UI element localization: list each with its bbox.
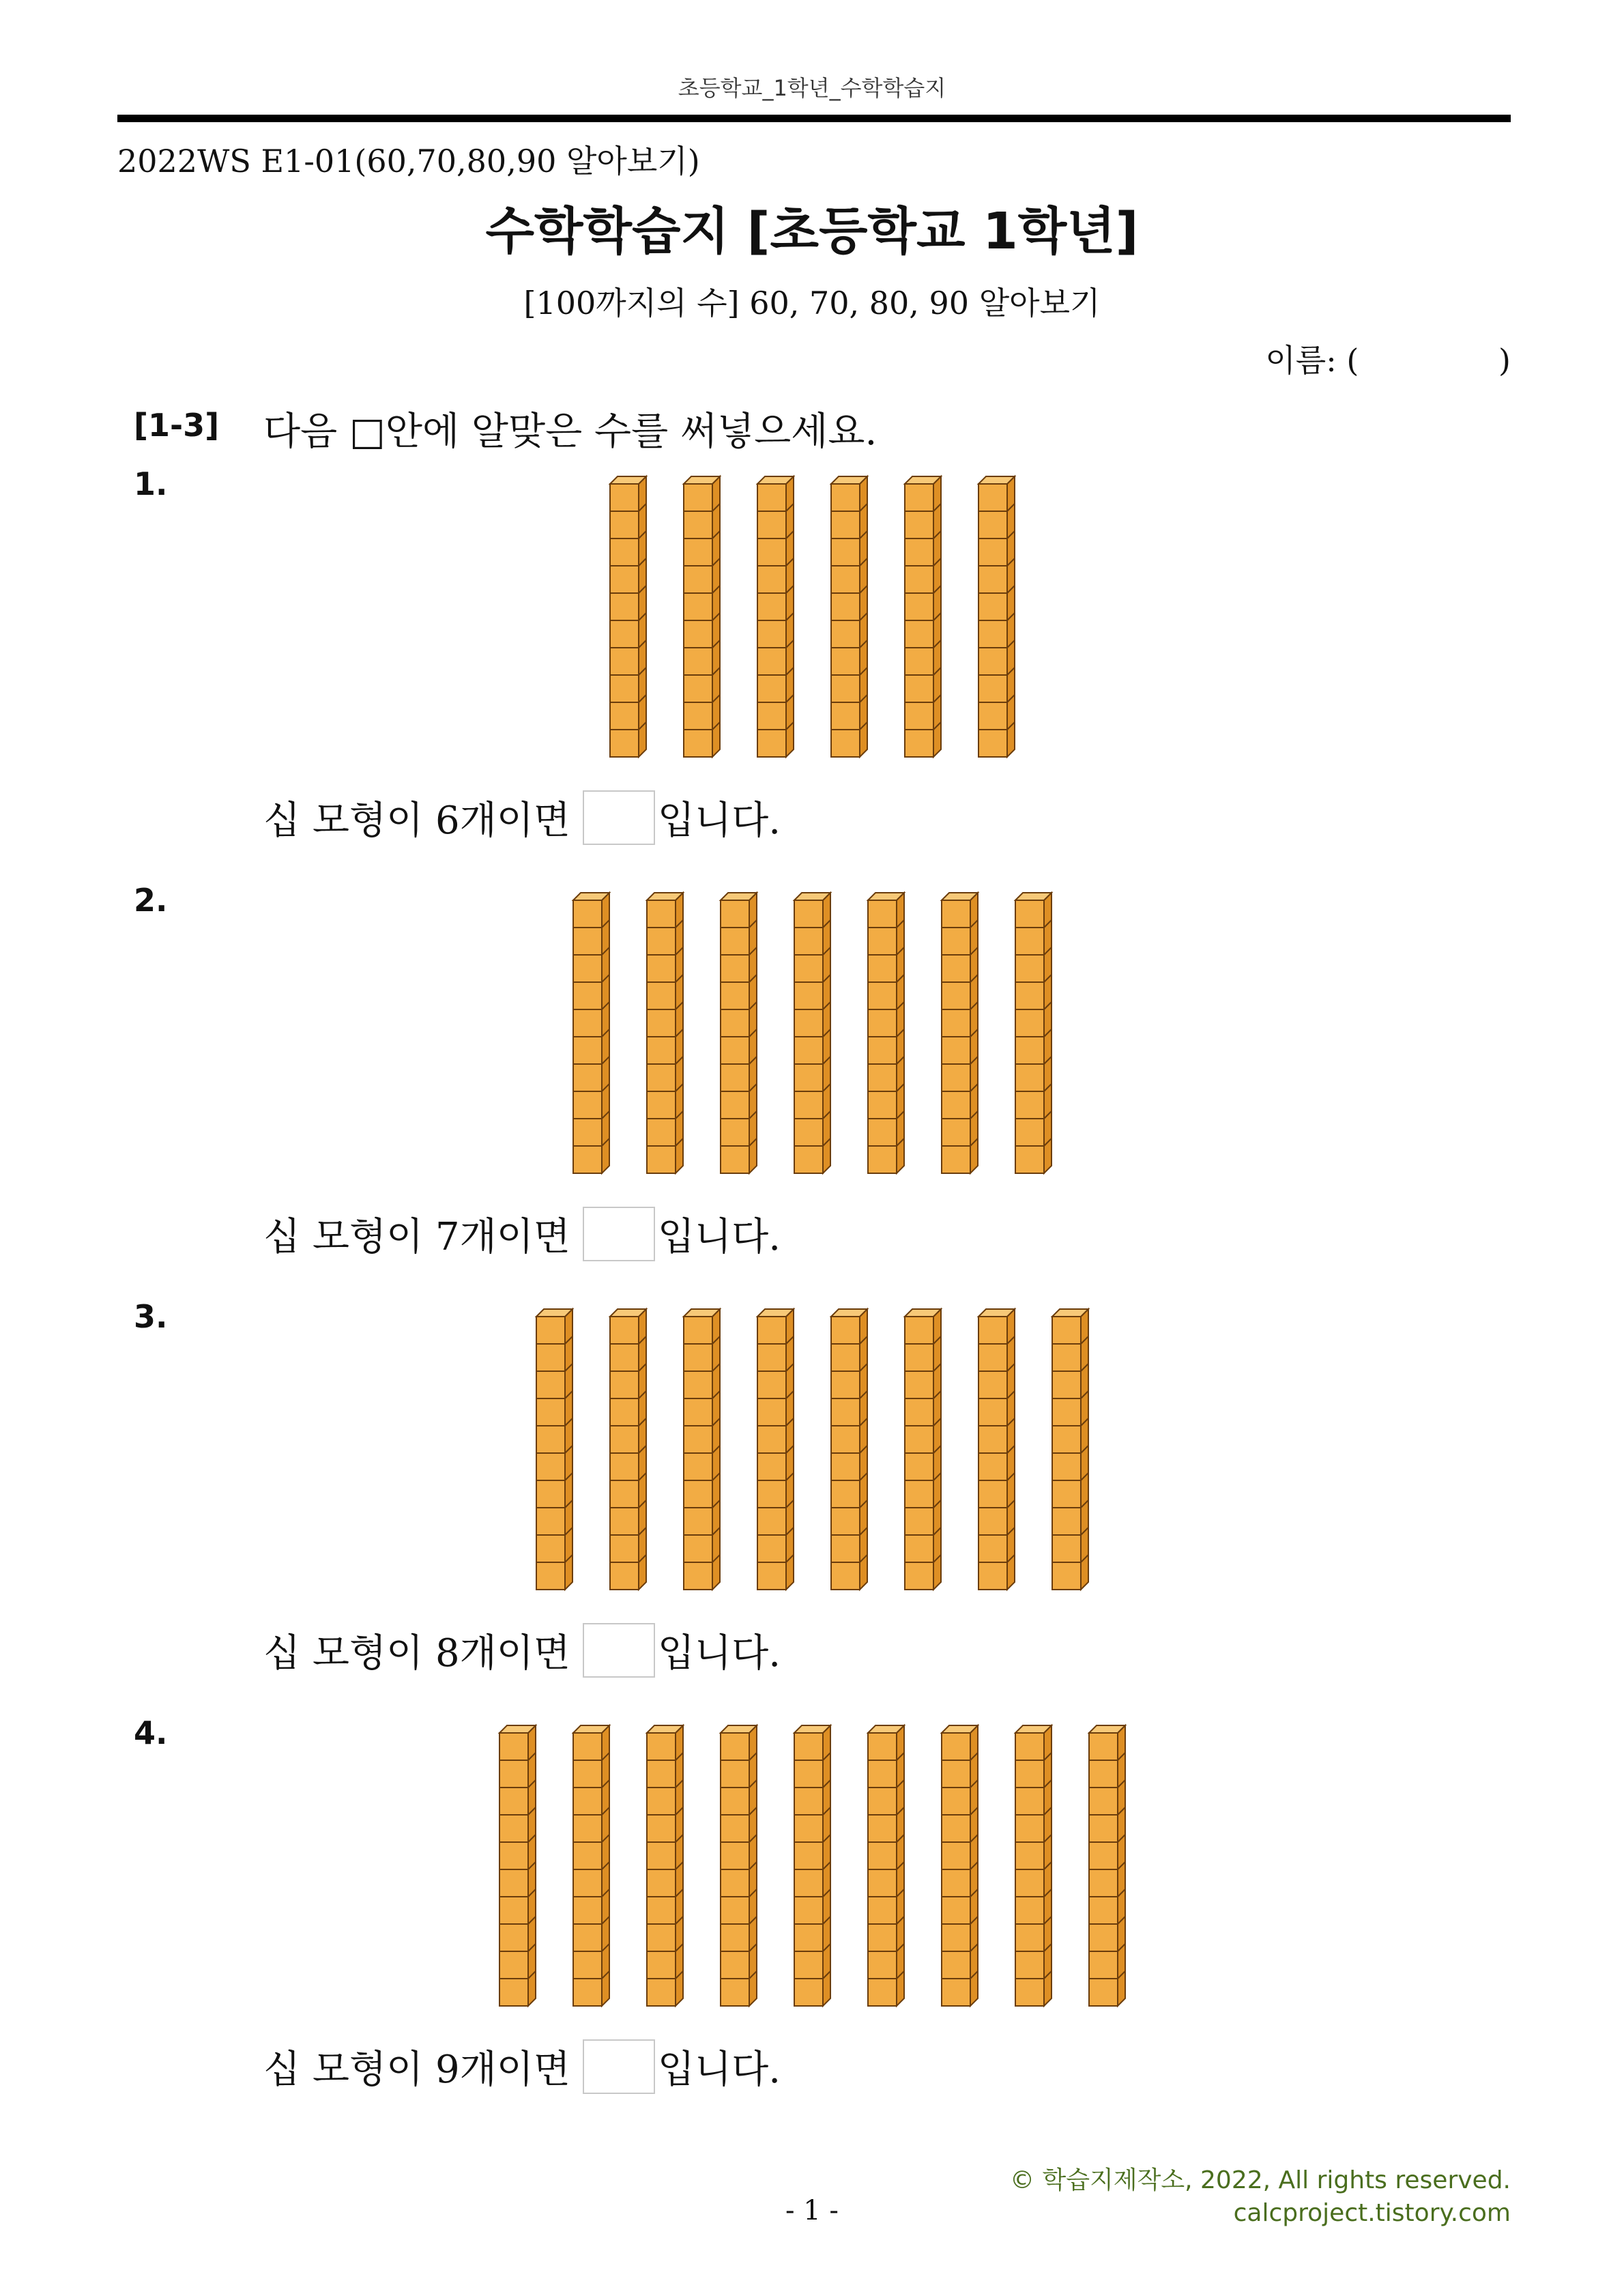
ten-rod [978,1309,1015,1590]
ten-rod [978,476,1015,757]
sentence-prefix: 십 모형이 6개이면 [263,799,570,843]
name-field[interactable] [1265,336,1511,381]
ten-rod [905,1309,941,1590]
answer-box[interactable] [583,790,655,845]
name-label: 이름: ( [1265,342,1359,379]
ten-rod [610,476,646,757]
page-subtitle: [100까지의 수] 60, 70, 80, 90 알아보기 [523,285,1101,321]
problem-sentence [263,1623,781,1678]
copyright-notice: © 학습지제작소, 2022, All rights reserved. [1010,2166,1511,2194]
sentence-suffix: 입니다. [657,1215,781,1259]
instruction-text: 다음 □안에 알맞은 수를 써넣으세요. [263,410,878,454]
problem-number: 4. [134,1714,168,1751]
ten-rod [536,1309,572,1590]
answer-box[interactable] [583,2039,655,2094]
ten-rod [721,1725,757,2006]
ten-rod [942,1725,978,2006]
answer-box[interactable] [583,1623,655,1678]
sentence-prefix: 십 모형이 9개이면 [263,2048,570,2092]
sentence-suffix: 입니다. [657,1631,781,1676]
problem-number: 3. [134,1298,168,1335]
ten-rod [647,1725,683,2006]
instruction-number: [1-3] [134,407,220,444]
ten-rod [1015,1725,1052,2006]
ten-rod [794,893,830,1173]
ten-rods-figure [0,1304,1624,1597]
ten-rods-figure [0,887,1624,1181]
ten-rod [1089,1725,1125,2006]
ten-rod [499,1725,536,2006]
ten-rods-figure [0,1720,1624,2013]
problem-number: 1. [134,465,168,502]
ten-rod [868,893,904,1173]
ten-rod [794,1725,830,2006]
worksheet-code: 2022WS E1-01(60,70,80,90 알아보기) [117,143,700,180]
sentence-suffix: 입니다. [657,2048,781,2092]
ten-rod [757,476,794,757]
header-rule [117,115,1511,122]
ten-rods-figure [0,471,1624,764]
problem-number: 2. [134,882,168,919]
ten-rod [831,476,867,757]
ten-rod [721,893,757,1173]
ten-rod [905,476,941,757]
ten-rod [1052,1309,1088,1590]
page-number: - 1 - [785,2195,839,2226]
page-title: 수학학습지 [초등학교 1학년] [485,202,1139,261]
running-head: 초등학교_1학년_수학학습지 [678,75,946,101]
answer-box[interactable] [583,1207,655,1261]
ten-rod [647,893,683,1173]
ten-rod [684,476,720,757]
site-url[interactable]: calcproject.tistory.com [1233,2199,1511,2227]
name-blank[interactable] [1359,342,1498,379]
problem-sentence [263,790,781,845]
ten-rod [942,893,978,1173]
ten-rod [757,1309,794,1590]
sentence-prefix: 십 모형이 8개이면 [263,1631,570,1676]
ten-rod [1015,893,1052,1173]
ten-rod [573,893,609,1173]
sentence-prefix: 십 모형이 7개이면 [263,1215,570,1259]
problem-sentence [263,1207,781,1261]
ten-rod [831,1309,867,1590]
ten-rod [684,1309,720,1590]
sentence-suffix: 입니다. [657,799,781,843]
ten-rod [868,1725,904,2006]
problem-sentence [263,2039,781,2094]
ten-rod [610,1309,646,1590]
name-close: ) [1498,342,1511,379]
ten-rod [573,1725,609,2006]
